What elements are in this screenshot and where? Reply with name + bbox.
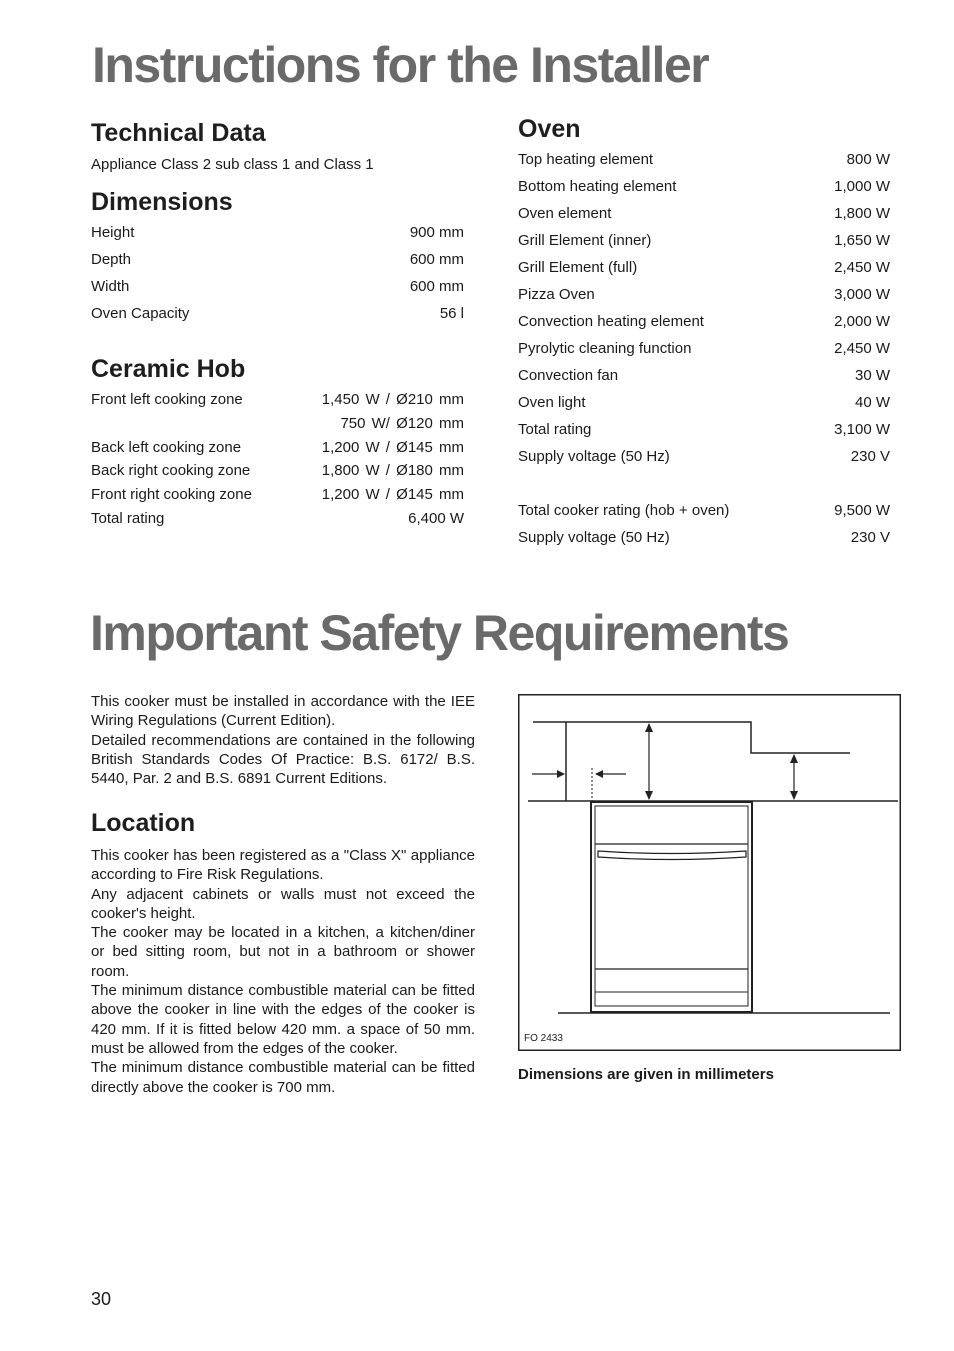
row-value: 1,650 W (834, 232, 890, 249)
appliance-class-text: Appliance Class 2 sub class 1 and Class 1 (91, 156, 374, 173)
row-label: Bottom heating element (518, 178, 677, 195)
table-row (91, 486, 464, 506)
location-paragraph: The minimum distance combustible material can be fitted above the cooker in line with the edges of the cooker is 420 mm. If it is fitted below 420 mm. a space of 50 mm. must be allowed from the edges of the cooker. (91, 982, 475, 1057)
row-value: 30 W (854, 367, 890, 384)
table-row (91, 251, 464, 271)
figure-code: FO 2433 (524, 1033, 563, 1044)
row-value: 1,200 W / Ø145 mm (321, 439, 464, 456)
cooker-clearance-drawing (518, 694, 901, 1051)
row-value: 2,000 W (834, 313, 890, 330)
location-paragraph: Any adjacent cabinets or walls must not exceed the cooker's height. (91, 885, 475, 922)
oven-heading: Oven (518, 115, 581, 143)
row-label: Front left cooking zone (91, 391, 243, 408)
row-value: 750 W/ Ø120 mm (340, 415, 464, 432)
table-row (518, 232, 890, 252)
row-label: Back left cooking zone (91, 439, 242, 456)
table-row (518, 205, 890, 225)
dimensions-heading: Dimensions (91, 188, 233, 216)
row-label: Top heating element (518, 151, 654, 168)
row-label: Supply voltage (50 Hz) (518, 448, 670, 465)
table-row (518, 529, 890, 549)
row-label: Convection fan (518, 367, 619, 384)
row-value: 2,450 W (834, 259, 890, 276)
location-heading: Location (91, 809, 196, 837)
location-paragraph: The minimum distance combustible material can be fitted directly above the cooker is 700 mm. (91, 1059, 475, 1096)
row-label: Oven Capacity (91, 305, 190, 322)
row-value: 230 V (850, 529, 890, 546)
table-row (518, 313, 890, 333)
row-label: Convection heating element (518, 313, 704, 330)
row-value: 3,000 W (834, 286, 890, 303)
row-value: 1,200 W / Ø145 mm (321, 486, 464, 503)
safety-intro (91, 692, 475, 788)
row-label: Height (91, 224, 135, 241)
table-row (518, 151, 890, 171)
table-row (91, 305, 464, 325)
row-value: 1,800 W / Ø180 mm (321, 462, 464, 479)
table-row (518, 259, 890, 279)
table-row (91, 510, 464, 530)
row-value: 6,400 W (408, 510, 464, 527)
row-label: Supply voltage (50 Hz) (518, 529, 670, 546)
table-row (518, 502, 890, 522)
row-label: Depth (91, 251, 132, 268)
row-label: Front right cooking zone (91, 486, 252, 503)
row-label: Pizza Oven (518, 286, 595, 303)
table-row (91, 462, 464, 482)
row-label: Total rating (518, 421, 592, 438)
row-value: 800 W (846, 151, 890, 168)
table-row (91, 415, 464, 435)
row-label: Grill Element (full) (518, 259, 638, 276)
intro-paragraph: Detailed recommendations are contained in the following British Standards Codes Of Practice: B.S. 6172/ B.S. 5440, Par. 2 and B.S. 6891 Current Editions. (91, 731, 475, 788)
table-row (91, 439, 464, 459)
row-label: Total rating (91, 510, 165, 527)
installation-diagram (518, 694, 901, 1051)
row-value: 600 mm (409, 278, 464, 295)
table-row (518, 340, 890, 360)
page-number: 30 (91, 1289, 112, 1309)
table-row (91, 224, 464, 244)
row-label: Oven light (518, 394, 586, 411)
page-title: Instructions for the Installer (92, 37, 709, 93)
row-value: 3,100 W (834, 421, 890, 438)
table-row (91, 391, 464, 411)
figure-caption: Dimensions are given in millimeters (518, 1066, 774, 1083)
row-value: 600 mm (409, 251, 464, 268)
row-value: 2,450 W (834, 340, 890, 357)
row-label: Pyrolytic cleaning function (518, 340, 692, 357)
row-value: 1,450 W / Ø210 mm (321, 391, 464, 408)
table-row (518, 421, 890, 441)
row-value: 1,800 W (834, 205, 890, 222)
intro-paragraph: This cooker must be installed in accordance with the IEE Wiring Regulations (Current Edition). (91, 693, 475, 730)
technical-data-heading: Technical Data (91, 119, 266, 147)
row-label: Oven element (518, 205, 612, 222)
table-row (518, 286, 890, 306)
table-row (518, 367, 890, 387)
row-label: Grill Element (inner) (518, 232, 652, 249)
location-text (91, 846, 475, 1097)
row-label: Back right cooking zone (91, 462, 251, 479)
row-value: 9,500 W (834, 502, 890, 519)
row-value: 56 l (439, 305, 464, 322)
table-row (518, 394, 890, 414)
row-value: 900 mm (409, 224, 464, 241)
location-paragraph: This cooker has been registered as a "Class X" appliance according to Fire Risk Regulations. (91, 847, 475, 884)
row-label: Width (91, 278, 130, 295)
table-row (518, 448, 890, 468)
table-row (91, 278, 464, 298)
safety-title: Important Safety Requirements (90, 605, 789, 661)
row-value: 40 W (854, 394, 890, 411)
location-paragraph: The cooker may be located in a kitchen, a kitchen/diner or bed sitting room, but not in a bathroom or shower room. (91, 924, 475, 980)
row-value: 1,000 W (834, 178, 890, 195)
table-row (518, 178, 890, 198)
row-value: 230 V (850, 448, 890, 465)
row-label: Total cooker rating (hob + oven) (518, 502, 730, 519)
ceramic-hob-heading: Ceramic Hob (91, 355, 246, 383)
